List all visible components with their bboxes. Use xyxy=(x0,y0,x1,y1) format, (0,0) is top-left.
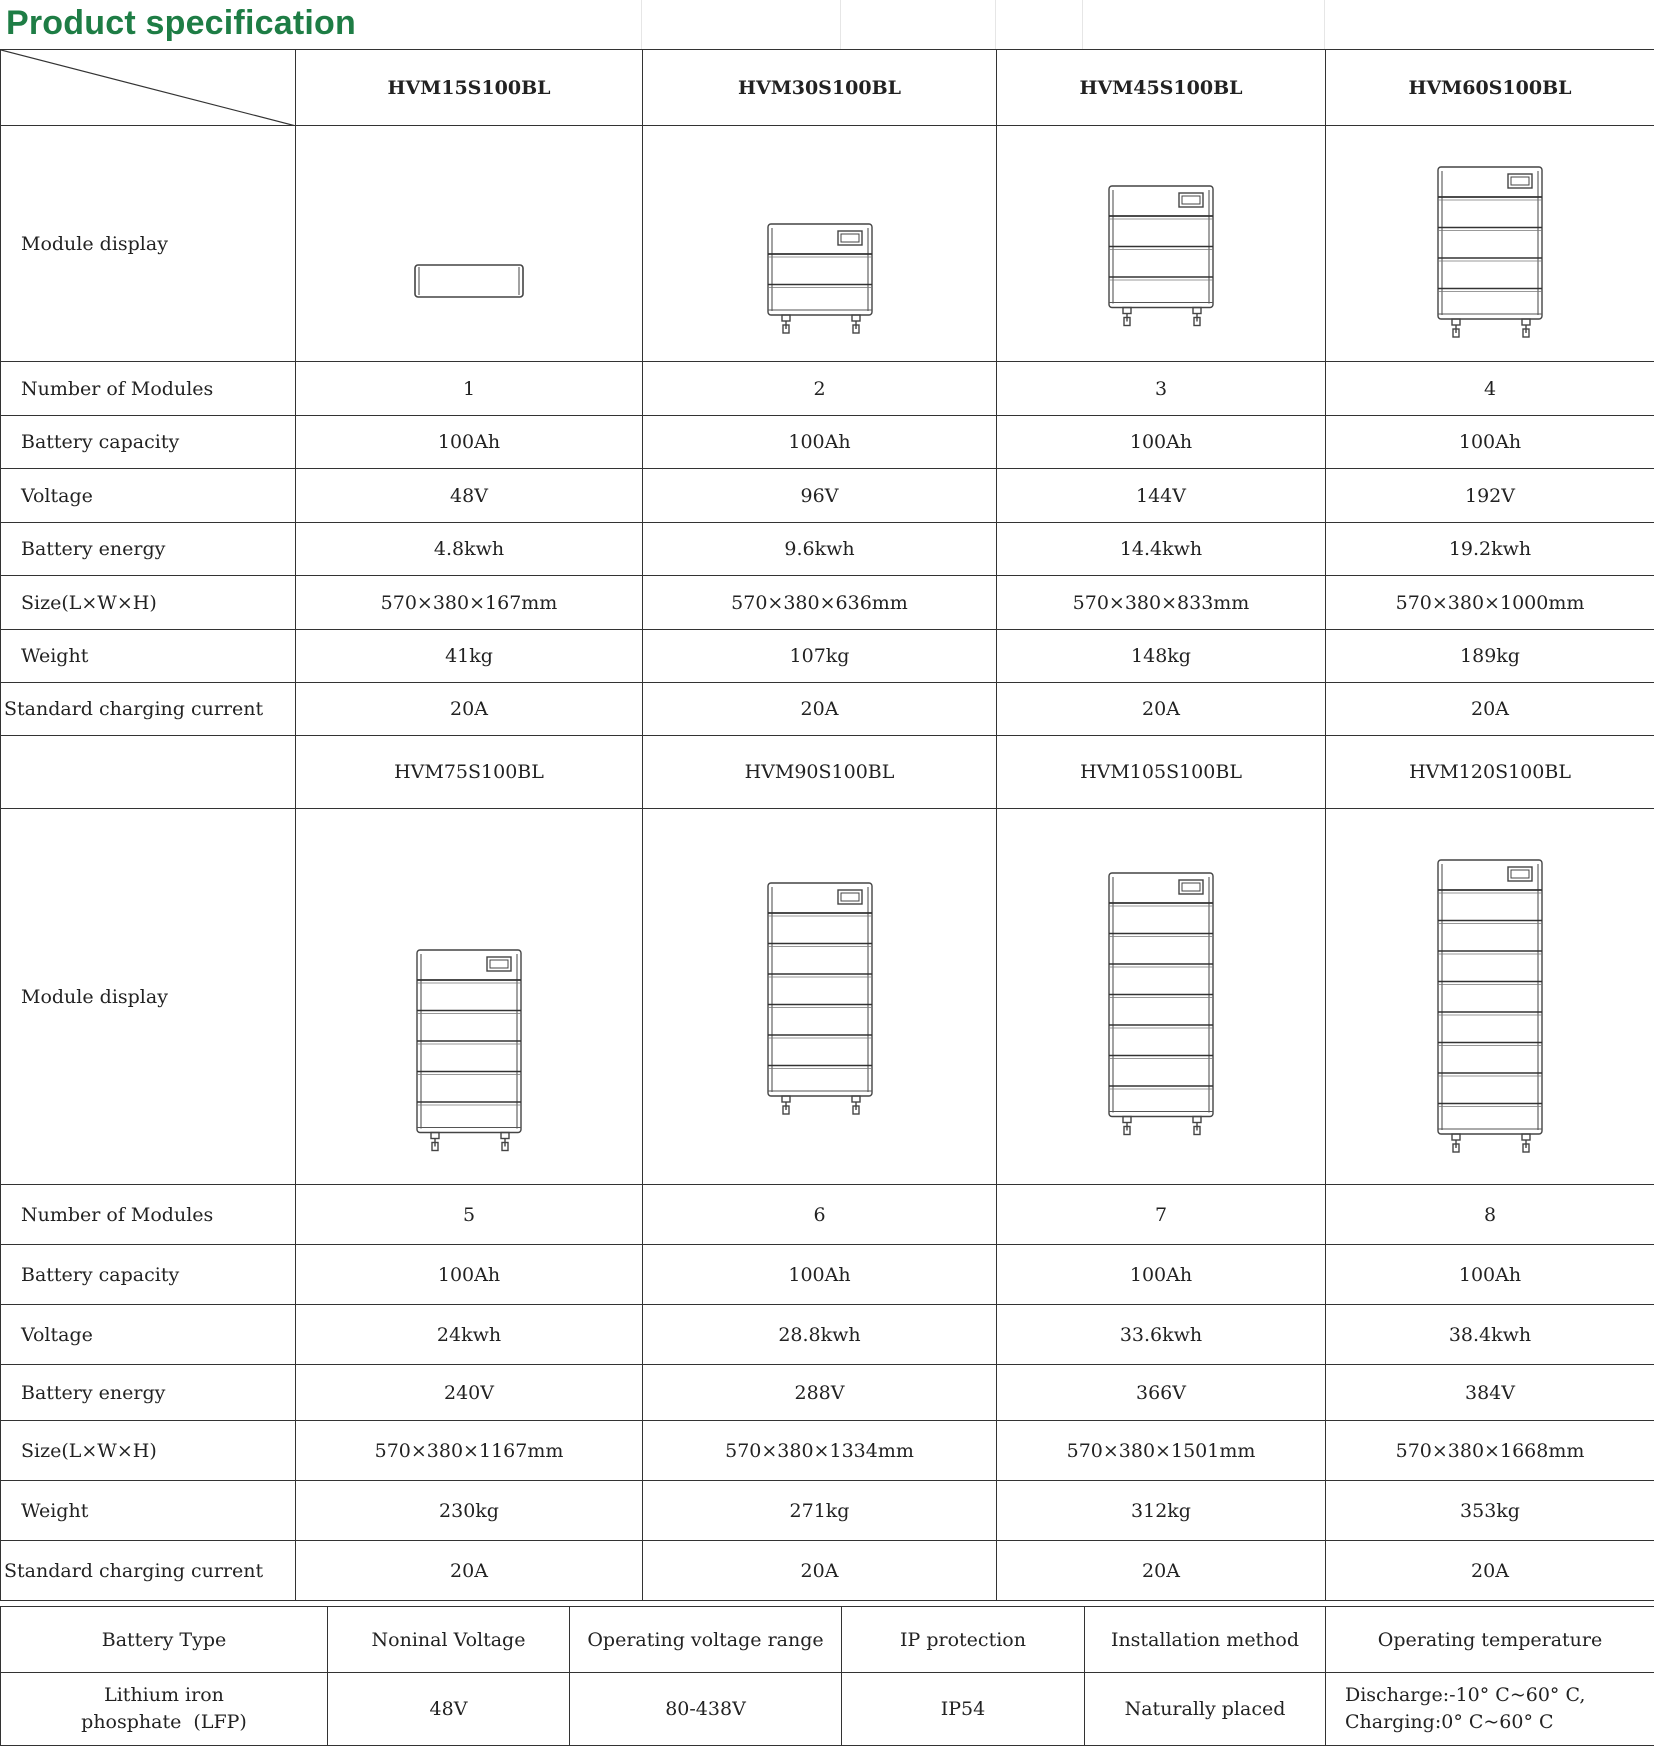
row-label: Battery energy xyxy=(1,1365,296,1421)
empty-corner-cell xyxy=(1,736,296,809)
model-name: HVM105S100BL xyxy=(997,736,1326,809)
spec-value: 9.6kwh xyxy=(643,523,997,576)
spec-value: 7 xyxy=(997,1185,1326,1245)
module-image-cell xyxy=(296,809,643,1185)
spec-value: 20A xyxy=(997,683,1326,736)
model-name: HVM120S100BL xyxy=(1326,736,1654,809)
module-image-cell xyxy=(997,809,1326,1185)
spec-value: 14.4kwh xyxy=(997,523,1326,576)
spec-row xyxy=(1,1245,1654,1305)
general-value-row xyxy=(1,1673,1654,1746)
spec-row xyxy=(1,469,1654,523)
row-label: Standard charging current xyxy=(1,683,296,736)
spec-value: 353kg xyxy=(1326,1481,1654,1541)
battery-stack-image xyxy=(413,948,525,1157)
row-label: Battery energy xyxy=(1,523,296,576)
header-nominal-voltage: Noninal Voltage xyxy=(328,1607,570,1673)
spec-row xyxy=(1,1421,1654,1481)
temperature-line: Discharge:-10° C~60° C, xyxy=(1345,1684,1586,1706)
spec-value: 20A xyxy=(643,1541,997,1601)
spec-value: 100Ah xyxy=(643,1245,997,1305)
spec-value: 570×380×1000mm xyxy=(1326,576,1654,630)
spec-value: 1 xyxy=(296,362,643,416)
battery-type-line: Lithium iron xyxy=(104,1684,224,1706)
battery-stack-image xyxy=(1434,165,1546,343)
spec-row xyxy=(1,683,1654,736)
spec-row xyxy=(1,630,1654,683)
general-header-row xyxy=(1,1607,1654,1673)
battery-stack-image xyxy=(1105,184,1217,332)
spec-value: 100Ah xyxy=(296,1245,643,1305)
spec-value: 189kg xyxy=(1326,630,1654,683)
module-image-cell xyxy=(997,126,1326,362)
model-name: HVM60S100BL xyxy=(1326,50,1654,126)
spec-row xyxy=(1,1185,1654,1245)
general-spec-table xyxy=(0,1606,1654,1746)
spec-row xyxy=(1,416,1654,469)
spec-row xyxy=(1,362,1654,416)
spec-row xyxy=(1,1365,1654,1421)
temperature-line: Charging:0° C~60° C xyxy=(1345,1711,1554,1733)
row-label: Module display xyxy=(1,126,296,362)
model-header-row xyxy=(1,736,1654,809)
nominal-voltage-value: 48V xyxy=(328,1673,570,1746)
row-label: Size(L×W×H) xyxy=(1,1421,296,1481)
row-label: Number of Modules xyxy=(1,362,296,416)
battery-type-value xyxy=(1,1673,328,1746)
row-label: Weight xyxy=(1,1481,296,1541)
spec-value: 366V xyxy=(997,1365,1326,1421)
module-image-cell xyxy=(1326,809,1654,1185)
module-image-cell xyxy=(643,809,997,1185)
spec-value: 38.4kwh xyxy=(1326,1305,1654,1365)
row-label: Voltage xyxy=(1,469,296,523)
spec-value: 20A xyxy=(296,683,643,736)
row-label: Voltage xyxy=(1,1305,296,1365)
page-title: Product specification xyxy=(6,4,356,42)
module-display-row xyxy=(1,126,1654,362)
spec-value: 570×380×833mm xyxy=(997,576,1326,630)
model-name: HVM90S100BL xyxy=(643,736,997,809)
row-label: Size(L×W×H) xyxy=(1,576,296,630)
spec-value: 5 xyxy=(296,1185,643,1245)
spec-value: 24kwh xyxy=(296,1305,643,1365)
battery-type-line: phosphate (LFP) xyxy=(81,1711,247,1733)
battery-stack-image xyxy=(764,881,876,1120)
spec-value: 100Ah xyxy=(643,416,997,469)
spec-value: 570×380×1501mm xyxy=(997,1421,1326,1481)
spec-value: 8 xyxy=(1326,1185,1654,1245)
spec-value: 4.8kwh xyxy=(296,523,643,576)
spec-value: 240V xyxy=(296,1365,643,1421)
spec-row xyxy=(1,523,1654,576)
spec-value: 570×380×1334mm xyxy=(643,1421,997,1481)
module-display-row xyxy=(1,809,1654,1185)
header-installation-method: Installation method xyxy=(1085,1607,1326,1673)
spec-value: 20A xyxy=(1326,683,1654,736)
spec-value: 570×380×1668mm xyxy=(1326,1421,1654,1481)
model-name: HVM30S100BL xyxy=(643,50,997,126)
row-label: Battery capacity xyxy=(1,416,296,469)
spec-value: 192V xyxy=(1326,469,1654,523)
spec-value: 20A xyxy=(1326,1541,1654,1601)
spec-value: 100Ah xyxy=(296,416,643,469)
spec-value: 20A xyxy=(296,1541,643,1601)
module-image-cell xyxy=(296,126,643,362)
diagonal-line xyxy=(1,50,296,126)
module-image-cell xyxy=(643,126,997,362)
header-ip-protection: IP protection xyxy=(842,1607,1085,1673)
spec-value: 19.2kwh xyxy=(1326,523,1654,576)
spec-value: 3 xyxy=(997,362,1326,416)
battery-stack-image xyxy=(1434,858,1546,1158)
row-label: Standard charging current xyxy=(1,1541,296,1601)
spec-row xyxy=(1,1481,1654,1541)
spec-value: 100Ah xyxy=(997,1245,1326,1305)
diagonal-corner-cell xyxy=(1,50,296,126)
row-label: Weight xyxy=(1,630,296,683)
temperature-value xyxy=(1326,1673,1654,1746)
spec-value: 570×380×636mm xyxy=(643,576,997,630)
spec-value: 28.8kwh xyxy=(643,1305,997,1365)
spec-value: 41kg xyxy=(296,630,643,683)
spec-value: 4 xyxy=(1326,362,1654,416)
row-label: Number of Modules xyxy=(1,1185,296,1245)
module-image-cell xyxy=(1326,126,1654,362)
spec-value: 570×380×1167mm xyxy=(296,1421,643,1481)
spec-value: 100Ah xyxy=(1326,1245,1654,1305)
spec-value: 48V xyxy=(296,469,643,523)
installation-value: Naturally placed xyxy=(1085,1673,1326,1746)
spec-value: 312kg xyxy=(997,1481,1326,1541)
spec-value: 96V xyxy=(643,469,997,523)
battery-stack-image xyxy=(1105,871,1217,1141)
row-label: Battery capacity xyxy=(1,1245,296,1305)
spec-value: 148kg xyxy=(997,630,1326,683)
single-module-image xyxy=(409,261,529,301)
spec-value: 100Ah xyxy=(1326,416,1654,469)
voltage-range-value: 80-438V xyxy=(570,1673,842,1746)
spec-row xyxy=(1,1541,1654,1601)
row-label: Module display xyxy=(1,809,296,1185)
spec-value: 288V xyxy=(643,1365,997,1421)
header-voltage-range: Operating voltage range xyxy=(570,1607,842,1673)
spec-value: 100Ah xyxy=(997,416,1326,469)
model-name: HVM45S100BL xyxy=(997,50,1326,126)
header-battery-type: Battery Type xyxy=(1,1607,328,1673)
spec-table xyxy=(0,49,1654,1601)
model-name: HVM75S100BL xyxy=(296,736,643,809)
spec-row xyxy=(1,576,1654,630)
spec-value: 20A xyxy=(997,1541,1326,1601)
spec-value: 6 xyxy=(643,1185,997,1245)
spec-value: 20A xyxy=(643,683,997,736)
ip-value: IP54 xyxy=(842,1673,1085,1746)
spec-value: 384V xyxy=(1326,1365,1654,1421)
spec-row xyxy=(1,1305,1654,1365)
spec-value: 144V xyxy=(997,469,1326,523)
spec-value: 2 xyxy=(643,362,997,416)
spec-value: 107kg xyxy=(643,630,997,683)
model-name: HVM15S100BL xyxy=(296,50,643,126)
model-header-row xyxy=(1,50,1654,126)
spec-value: 33.6kwh xyxy=(997,1305,1326,1365)
battery-stack-image xyxy=(764,222,876,339)
header-operating-temperature: Operating temperature xyxy=(1326,1607,1654,1673)
spec-value: 271kg xyxy=(643,1481,997,1541)
spec-value: 570×380×167mm xyxy=(296,576,643,630)
spec-value: 230kg xyxy=(296,1481,643,1541)
